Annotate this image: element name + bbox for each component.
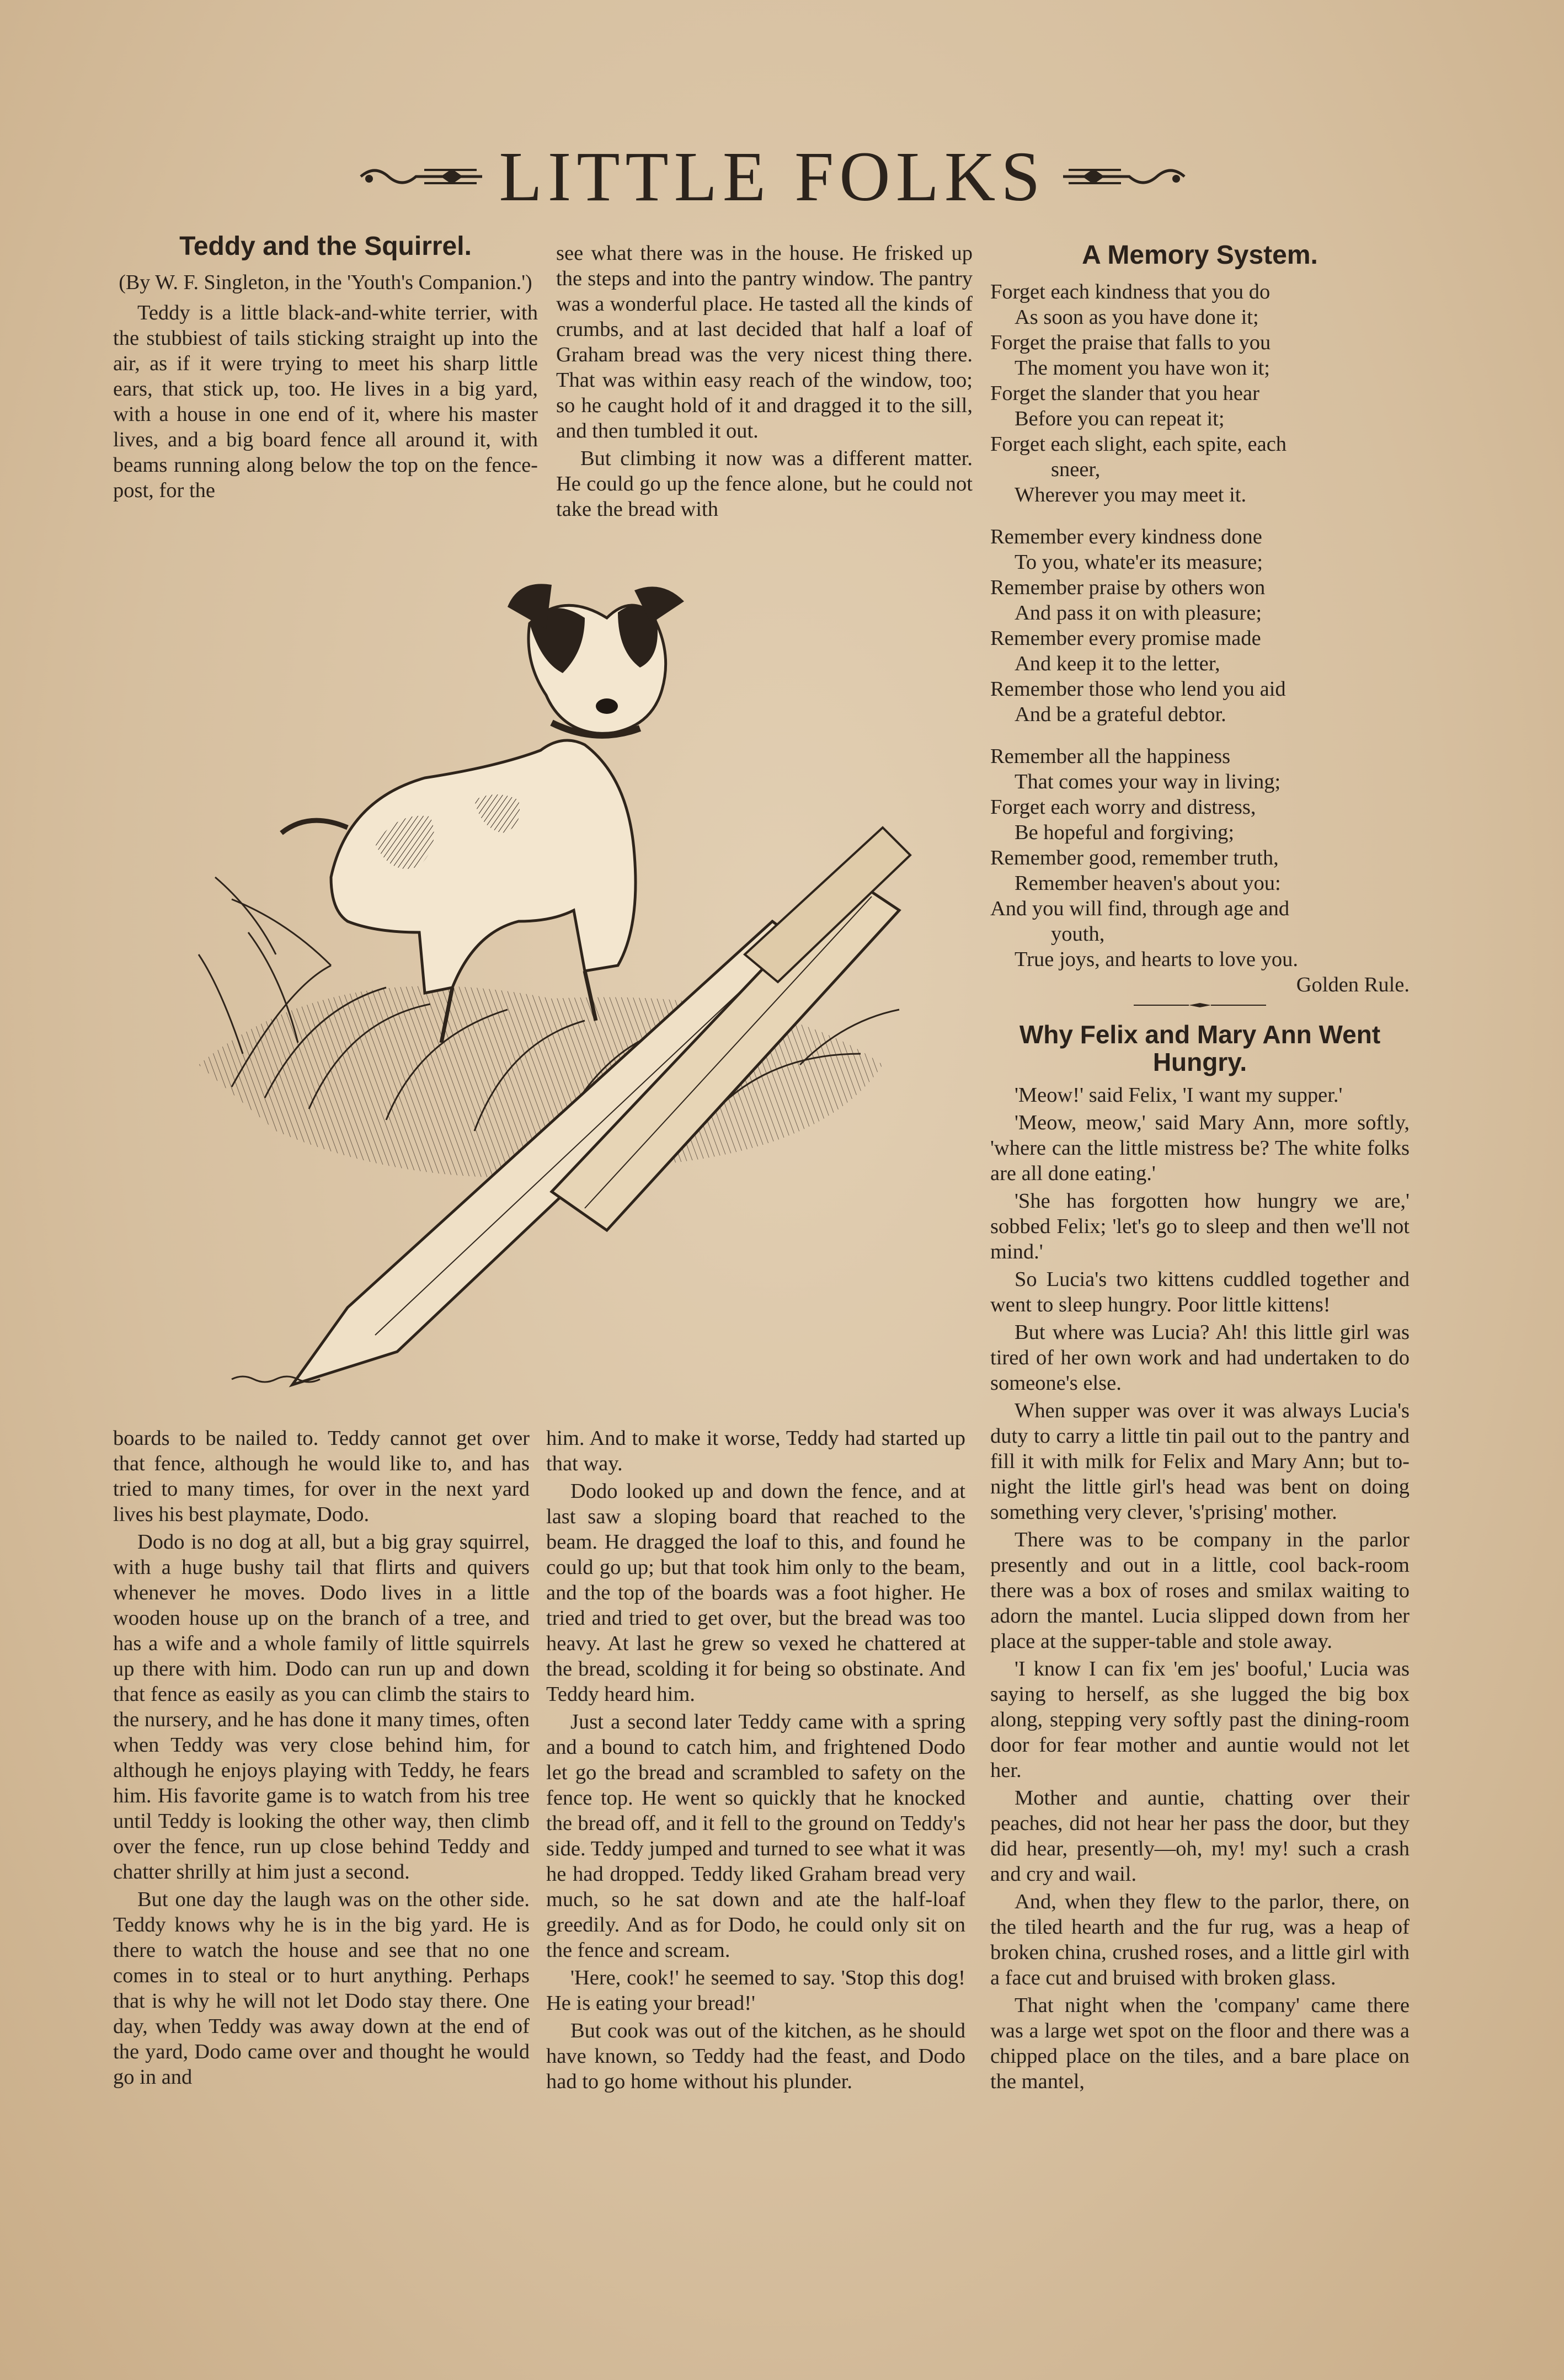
paragraph: But climbing it now was a different matter. He could go up the fence alone, but he could not take the bread with [556, 447, 973, 521]
poem-credit: Golden Rule. [1296, 973, 1410, 996]
paragraph: When supper was over it was always Lucia's duty to carry a little tin pail out to the pantry and fill it with milk for Felix and Mary Ann; but to-night the little girl's head was bent on doing something very clever, 's'prising' mother. [990, 1399, 1410, 1524]
poem-stanza [990, 744, 1410, 972]
poem-line: Remember those who lend you aid [990, 677, 1286, 701]
paragraph: So Lucia's two kittens cuddled together and went to sleep hungry. Poor little kittens! [990, 1268, 1410, 1316]
poem-line: As soon as you have done it; [1015, 306, 1259, 329]
paragraph: him. And to make it worse, Teddy had started up that way. [546, 1427, 965, 1475]
poem-line: The moment you have won it; [1015, 356, 1270, 380]
paragraph: Mother and auntie, chatting over their peaches, did not hear her pass the door, but they did hear, presently—oh, my! my! such a crash and cry and wail. [990, 1786, 1410, 1886]
paragraph: But where was Lucia? Ah! this little girl was tired of her own work and had undertaken to do someone's else. [990, 1321, 1410, 1395]
right-column [990, 241, 1410, 2096]
paragraph: Just a second later Teddy came with a spring and a bound to catch him, and frightened Dodo let go the bread and scrambled to safety on the fence top. He went so quickly that he knocked the bread off, and it fell to the ground on Teddy's side. Teddy jumped and turned to see what it was he had dropped. Teddy liked Graham bread very much, so he sat down and ate the half-loaf greedily. And as for Dodo, he could only sit on the fence and scream. [546, 1710, 965, 1962]
teddy-column-2-bottom [546, 1426, 965, 2096]
paragraph: 'I know I can fix 'em jes' booful,' Lucia was saying to herself, as she lugged the big box along, stepping very softly past the dining-room door for fear mother and auntie would not let her. [990, 1657, 1410, 1782]
paragraph: 'Meow, meow,' said Mary Ann, more softly, 'where can the little mistress be? The white folks are all done eating.' [990, 1111, 1410, 1185]
poem-line: Wherever you may meet it. [1015, 483, 1247, 506]
poem-line: Remember praise by others won [990, 576, 1266, 599]
poem-line: Be hopeful and forgiving; [1015, 821, 1235, 844]
teddy-column-1-top [113, 232, 538, 505]
poem-line: youth, [1051, 922, 1105, 946]
paragraph: But one day the laugh was on the other side. Teddy knows why he is in the big yard. He is there to watch the house and see that no one comes in to steal or to hurt anything. Perhaps that is why he will not let Dodo stay there. One day, when Teddy was away down at the end of the yard, Dodo came over and thought he would go in and [113, 1888, 530, 2089]
poem-line: Forget each kindness that you do [990, 280, 1271, 303]
poem-line: sneer, [1051, 458, 1101, 481]
teddy-byline: (By W. F. Singleton, in the 'Youth's Companion.') [119, 271, 532, 294]
paragraph: boards to be nailed to. Teddy cannot get over that fence, although he would like to, and has tried to many times, for over in the next yard lives his best playmate, Dodo. [113, 1427, 530, 1526]
paragraph: There was to be company in the parlor presently and out in a little, cool back-room there was a box of roses and smilax waiting to adorn the mantel. Lucia slipped down from her place at the supper-table and stole away. [990, 1528, 1410, 1653]
poem-line: Remember every promise made [990, 627, 1261, 650]
poem-line: To you, whate'er its measure; [1015, 551, 1263, 574]
poem-stanza [990, 524, 1410, 727]
paragraph: see what there was in the house. He frisked up the steps and into the pantry window. The pantry was a wonderful place. He tasted all the kinds of crumbs, and at last decided that half a loaf of Graham bread was the very nicest thing there. That was within easy reach of the window, too; so he caught hold of it and dragged it to the sill, and then tumbled it out. [556, 242, 973, 442]
paragraph: 'Here, cook!' he seemed to say. 'Stop this dog! He is eating your bread!' [546, 1966, 965, 2015]
poem-line: Remember every kindness done [990, 525, 1262, 548]
poem-line: Remember good, remember truth, [990, 846, 1279, 869]
poem-stanza [990, 279, 1410, 508]
paragraph: But cook was out of the kitchen, as he should have known, so Teddy had the feast, and Dodo had to go home without his plunder. [546, 2019, 965, 2093]
poem-line: Forget each worry and distress, [990, 796, 1256, 819]
poem-line: And keep it to the letter, [1015, 652, 1220, 675]
paragraph: Teddy is a little black-and-white terrier, with the stubbiest of tails sticking straight up into the air, as if it were trying to meet his sharp little ears, that stick up, too. He lives in a big yard, with a house in one end of it, where his master lives, and a big board fence all around it, with beams running along below the top on the fence-post, for the [113, 301, 538, 502]
poem-line: That comes your way in living; [1015, 770, 1281, 793]
poem-line: And you will find, through age and [990, 897, 1290, 920]
masthead-title: LITTLE FOLKS [499, 137, 1046, 216]
poem-line: Before you can repeat it; [1015, 407, 1225, 430]
felix-title: Why Felix and Mary Ann Went Hungry. [1019, 1020, 1381, 1076]
section-divider [1134, 1003, 1266, 1007]
paragraph: Dodo is no dog at all, but a big gray squirrel, with a huge bushy tail that flirts and quivers whenever he moves. Dodo lives in a little wooden house up on the branch of a tree, and has a wife and a whole family of little squirrels up there with him. Dodo can run up and down that fence as easily as you can climb the stairs to the nursery, and he has done it many times, often when Teddy was very close behind him, for although he enjoys playing with Teddy, he fears him. His favorite game is to watch from his tree until Teddy is looking the other way, then climb over the fence, run up close behind Teddy and chatter shrilly at him just a second. [113, 1530, 530, 1883]
left-ornament-icon [358, 160, 485, 193]
poem-line: Forget the slander that you hear [990, 382, 1259, 405]
terrier-illustration [166, 568, 949, 1401]
poem-line: And be a grateful debtor. [1015, 703, 1226, 726]
paragraph: And, when they flew to the parlor, there, on the tiled hearth and the fur rug, was a heap of broken china, crushed roses, and a little girl with a face cut and bruised with broken glass. [990, 1890, 1410, 1989]
memory-poem [990, 279, 1410, 997]
poem-line: Forget each slight, each spite, each [990, 433, 1287, 456]
poem-line: Forget the praise that falls to you [990, 331, 1271, 354]
memory-title: A Memory System. [1082, 241, 1318, 270]
poem-line: True joys, and hearts to love you. [1015, 948, 1298, 971]
teddy-column-1-bottom [113, 1426, 530, 2092]
poem-line: Remember heaven's about you: [1015, 872, 1281, 895]
paragraph: Dodo looked up and down the fence, and at last saw a sloping board that reached to the beam. He dragged the loaf to this, and found he could go up; but that took him only to the beam, and the top of the boards was a foot higher. He tried and tried to get over, but the bread was too heavy. At last he grew so vexed he chattered at the bread, scolding it for being so obstinate. And Teddy heard him. [546, 1480, 965, 1706]
poem-line: And pass it on with pleasure; [1015, 601, 1262, 625]
masthead [298, 137, 1247, 216]
teddy-title: Teddy and the Squirrel. [179, 232, 472, 261]
poem-line: Remember all the happiness [990, 745, 1231, 768]
paragraph: That night when the 'company' came there was a large wet spot on the floor and there was a chipped place on the tiles, and a bare place on the mantel, [990, 1994, 1410, 2093]
teddy-column-2-top [556, 241, 973, 524]
right-ornament-icon [1060, 160, 1187, 193]
paragraph: 'Meow!' said Felix, 'I want my supper.' [1015, 1084, 1343, 1107]
paragraph: 'She has forgotten how hungry we are,' sobbed Felix; 'let's go to sleep and then we'll not mind.' [990, 1189, 1410, 1263]
terrier-dog [281, 584, 684, 1043]
